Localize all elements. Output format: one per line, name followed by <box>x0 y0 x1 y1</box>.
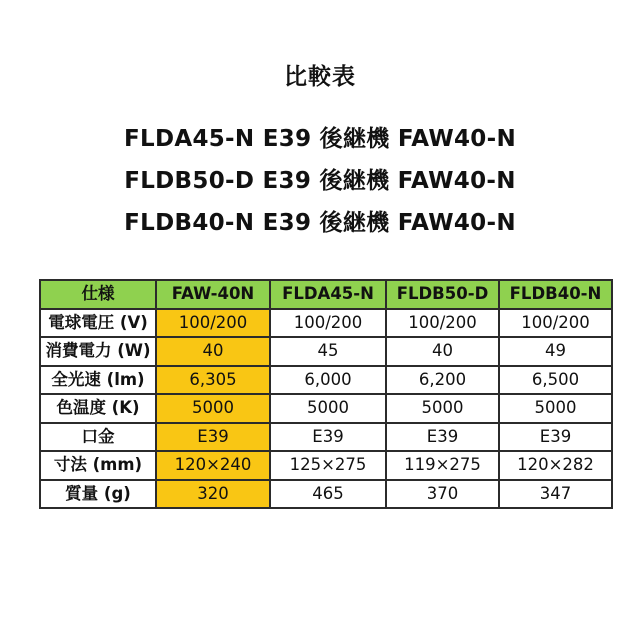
table-cell: 100/200 <box>386 309 499 338</box>
row-label: 消費電力 (W) <box>40 337 156 366</box>
table-cell: E39 <box>499 423 612 452</box>
header-fldb40-n: FLDB40-N <box>499 280 612 309</box>
table-cell: 6,500 <box>499 366 612 395</box>
table-cell: E39 <box>156 423 270 452</box>
table-row <box>40 337 612 366</box>
table-cell: 5000 <box>499 394 612 423</box>
header-faw-40n: FAW-40N <box>156 280 270 309</box>
table-row <box>40 394 612 423</box>
table-cell: 40 <box>156 337 270 366</box>
subtitle-line: FLDA45-N E39 後継機 FAW40-N <box>123 126 516 152</box>
table-cell: 40 <box>386 337 499 366</box>
table-cell: 125×275 <box>270 451 386 480</box>
table-cell: 45 <box>270 337 386 366</box>
table-header-row <box>40 280 612 309</box>
table-cell: 100/200 <box>499 309 612 338</box>
header-fldb50-d: FLDB50-D <box>386 280 499 309</box>
page-title: 比較表 <box>284 64 356 90</box>
table-cell: 120×240 <box>156 451 270 480</box>
row-label: 電球電圧 (V) <box>40 309 156 338</box>
table-cell: 5000 <box>270 394 386 423</box>
table-cell: 119×275 <box>386 451 499 480</box>
table-cell: 465 <box>270 480 386 509</box>
table-cell: E39 <box>386 423 499 452</box>
table-cell: 100/200 <box>270 309 386 338</box>
table-row <box>40 366 612 395</box>
table-cell: 370 <box>386 480 499 509</box>
row-label: 口金 <box>40 423 156 452</box>
header-spec: 仕様 <box>40 280 156 309</box>
header-flda45-n: FLDA45-N <box>270 280 386 309</box>
table-cell: 49 <box>499 337 612 366</box>
table-cell: 5000 <box>386 394 499 423</box>
table-row <box>40 423 612 452</box>
table-row <box>40 451 612 480</box>
table-cell: 100/200 <box>156 309 270 338</box>
table-cell: 320 <box>156 480 270 509</box>
table-cell: 120×282 <box>499 451 612 480</box>
table-row <box>40 309 612 338</box>
row-label: 寸法 (mm) <box>40 451 156 480</box>
table-cell: 347 <box>499 480 612 509</box>
row-label: 全光速 (lm) <box>40 366 156 395</box>
table-row <box>40 480 612 509</box>
table-cell: E39 <box>270 423 386 452</box>
row-label: 質量 (g) <box>40 480 156 509</box>
row-label: 色温度 (K) <box>40 394 156 423</box>
table-cell: 6,305 <box>156 366 270 395</box>
table-cell: 5000 <box>156 394 270 423</box>
table-cell: 6,000 <box>270 366 386 395</box>
comparison-table <box>39 279 613 509</box>
subtitle-line: FLDB40-N E39 後継機 FAW40-N <box>124 210 516 236</box>
subtitle-block <box>0 118 640 244</box>
table-cell: 6,200 <box>386 366 499 395</box>
subtitle-line: FLDB50-D E39 後継機 FAW40-N <box>124 168 516 194</box>
